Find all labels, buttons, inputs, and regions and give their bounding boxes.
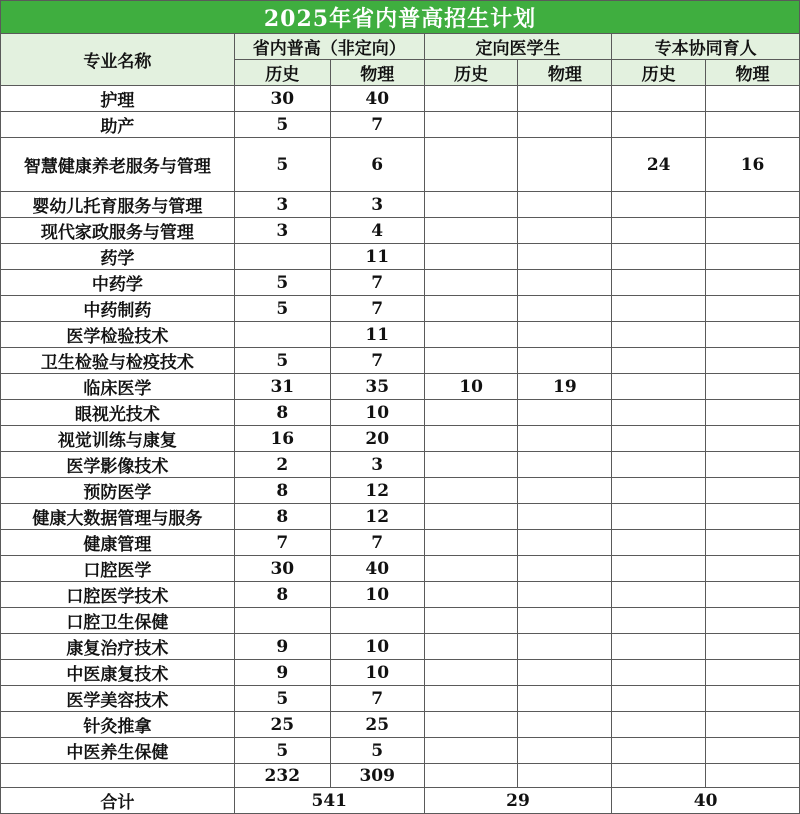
quota-cell	[612, 192, 706, 218]
quota-cell	[518, 660, 612, 686]
table-row	[1, 400, 800, 426]
quota-cell	[518, 504, 612, 530]
quota-cell: 30	[234, 86, 330, 112]
quota-cell: 4	[330, 218, 424, 244]
quota-cell	[424, 608, 518, 634]
quota-cell	[706, 660, 800, 686]
header-sub-physics: 物理	[518, 60, 612, 86]
quota-cell	[518, 348, 612, 374]
table-row	[1, 738, 800, 764]
table-row	[1, 348, 800, 374]
quota-cell	[612, 556, 706, 582]
quota-cell: 35	[330, 374, 424, 400]
quota-cell	[612, 86, 706, 112]
subtotal-cell	[706, 764, 800, 788]
quota-cell	[518, 426, 612, 452]
quota-cell	[518, 112, 612, 138]
quota-cell	[424, 686, 518, 712]
major-name-cell: 医学影像技术	[1, 452, 235, 478]
quota-cell	[612, 530, 706, 556]
major-name-cell: 药学	[1, 244, 235, 270]
quota-cell: 2	[234, 452, 330, 478]
quota-cell: 7	[330, 686, 424, 712]
table-row	[1, 686, 800, 712]
quota-cell	[612, 400, 706, 426]
quota-cell	[518, 738, 612, 764]
quota-cell	[234, 322, 330, 348]
quota-cell	[518, 582, 612, 608]
table-row	[1, 712, 800, 738]
quota-cell	[424, 452, 518, 478]
quota-cell: 9	[234, 634, 330, 660]
major-name-cell: 临床医学	[1, 374, 235, 400]
quota-cell: 10	[330, 400, 424, 426]
quota-cell	[612, 112, 706, 138]
major-name-cell: 中药学	[1, 270, 235, 296]
quota-cell	[706, 270, 800, 296]
header-group-provincial: 省内普高（非定向）	[234, 34, 424, 60]
subtotal-label-cell	[1, 764, 235, 788]
table-title: 2025年省内普高招生计划	[1, 1, 800, 34]
major-name-cell: 眼视光技术	[1, 400, 235, 426]
quota-cell	[612, 608, 706, 634]
quota-cell	[234, 244, 330, 270]
quota-cell: 10	[330, 660, 424, 686]
quota-cell	[612, 478, 706, 504]
quota-cell	[424, 712, 518, 738]
quota-cell: 19	[518, 374, 612, 400]
quota-cell	[612, 504, 706, 530]
quota-cell: 24	[612, 138, 706, 192]
quota-cell	[706, 634, 800, 660]
major-name-cell: 口腔卫生保健	[1, 608, 235, 634]
quota-cell	[424, 86, 518, 112]
quota-cell: 11	[330, 322, 424, 348]
quota-cell	[612, 634, 706, 660]
major-name-cell: 口腔医学	[1, 556, 235, 582]
major-name-cell: 健康大数据管理与服务	[1, 504, 235, 530]
quota-cell: 5	[234, 112, 330, 138]
quota-cell	[612, 452, 706, 478]
quota-cell: 7	[330, 112, 424, 138]
quota-cell	[612, 426, 706, 452]
quota-cell	[424, 530, 518, 556]
quota-cell: 6	[330, 138, 424, 192]
quota-cell	[424, 400, 518, 426]
major-name-cell: 医学检验技术	[1, 322, 235, 348]
table-row	[1, 504, 800, 530]
quota-cell	[518, 138, 612, 192]
major-name-cell: 健康管理	[1, 530, 235, 556]
quota-cell	[706, 504, 800, 530]
table-row	[1, 478, 800, 504]
quota-cell	[424, 634, 518, 660]
quota-cell	[612, 582, 706, 608]
quota-cell	[612, 712, 706, 738]
header-sub-physics: 物理	[706, 60, 800, 86]
quota-cell	[706, 608, 800, 634]
subtotal-cell: 309	[330, 764, 424, 788]
quota-cell	[706, 348, 800, 374]
major-name-cell: 预防医学	[1, 478, 235, 504]
major-name-cell: 视觉训练与康复	[1, 426, 235, 452]
quota-cell: 3	[330, 452, 424, 478]
quota-cell	[424, 244, 518, 270]
quota-cell: 8	[234, 400, 330, 426]
major-name-cell: 智慧健康养老服务与管理	[1, 138, 235, 192]
quota-cell: 5	[234, 738, 330, 764]
quota-cell	[424, 348, 518, 374]
quota-cell	[518, 270, 612, 296]
major-name-cell: 护理	[1, 86, 235, 112]
quota-cell: 5	[234, 138, 330, 192]
quota-cell	[424, 582, 518, 608]
major-name-cell: 康复治疗技术	[1, 634, 235, 660]
table-row	[1, 530, 800, 556]
quota-cell: 25	[330, 712, 424, 738]
quota-cell	[612, 218, 706, 244]
table-row	[1, 270, 800, 296]
quota-cell: 10	[330, 634, 424, 660]
quota-cell	[518, 400, 612, 426]
table-row	[1, 608, 800, 634]
quota-cell: 7	[330, 530, 424, 556]
quota-cell: 16	[234, 426, 330, 452]
table-row	[1, 582, 800, 608]
quota-cell	[706, 582, 800, 608]
quota-cell	[424, 738, 518, 764]
major-name-cell: 针灸推拿	[1, 712, 235, 738]
quota-cell: 7	[330, 296, 424, 322]
table-row	[1, 322, 800, 348]
quota-cell	[706, 426, 800, 452]
subtotal-row	[1, 764, 800, 788]
major-name-cell: 中药制药	[1, 296, 235, 322]
total-cell: 40	[612, 788, 800, 814]
major-name-cell: 中医养生保健	[1, 738, 235, 764]
quota-cell	[706, 112, 800, 138]
table-row	[1, 192, 800, 218]
quota-cell: 12	[330, 504, 424, 530]
quota-cell	[706, 322, 800, 348]
quota-cell	[706, 374, 800, 400]
table-row	[1, 86, 800, 112]
quota-cell: 9	[234, 660, 330, 686]
quota-cell	[518, 556, 612, 582]
quota-cell: 7	[330, 348, 424, 374]
major-name-cell: 医学美容技术	[1, 686, 235, 712]
quota-cell	[706, 296, 800, 322]
quota-cell: 10	[330, 582, 424, 608]
quota-cell: 8	[234, 582, 330, 608]
quota-cell	[424, 270, 518, 296]
table-row	[1, 138, 800, 192]
quota-cell: 3	[234, 218, 330, 244]
header-sub-physics: 物理	[330, 60, 424, 86]
quota-cell	[706, 400, 800, 426]
quota-cell	[706, 530, 800, 556]
major-name-cell: 助产	[1, 112, 235, 138]
major-name-cell: 卫生检验与检疫技术	[1, 348, 235, 374]
table-row	[1, 634, 800, 660]
quota-cell	[612, 660, 706, 686]
subtotal-cell	[612, 764, 706, 788]
quota-cell	[706, 738, 800, 764]
header-sub-history: 历史	[424, 60, 518, 86]
total-label-cell: 合计	[1, 788, 235, 814]
quota-cell	[612, 686, 706, 712]
quota-cell: 7	[330, 270, 424, 296]
header-group-oriented-medical: 定向医学生	[424, 34, 612, 60]
quota-cell	[706, 192, 800, 218]
quota-cell	[706, 686, 800, 712]
quota-cell: 10	[424, 374, 518, 400]
quota-cell	[518, 86, 612, 112]
quota-cell: 40	[330, 86, 424, 112]
quota-cell	[518, 192, 612, 218]
quota-cell	[424, 556, 518, 582]
quota-cell: 5	[330, 738, 424, 764]
quota-cell	[424, 218, 518, 244]
major-name-cell: 现代家政服务与管理	[1, 218, 235, 244]
major-name-cell: 中医康复技术	[1, 660, 235, 686]
quota-cell	[612, 322, 706, 348]
subtotal-cell	[518, 764, 612, 788]
total-row	[1, 788, 800, 814]
major-name-cell: 婴幼儿托育服务与管理	[1, 192, 235, 218]
total-cell: 29	[424, 788, 612, 814]
quota-cell: 16	[706, 138, 800, 192]
quota-cell	[706, 556, 800, 582]
quota-cell	[612, 348, 706, 374]
quota-cell: 5	[234, 348, 330, 374]
quota-cell	[518, 218, 612, 244]
quota-cell	[518, 634, 612, 660]
quota-cell: 5	[234, 270, 330, 296]
table-row	[1, 374, 800, 400]
quota-cell: 40	[330, 556, 424, 582]
major-name-cell: 口腔医学技术	[1, 582, 235, 608]
quota-cell	[424, 192, 518, 218]
quota-cell	[234, 608, 330, 634]
quota-cell	[518, 478, 612, 504]
quota-cell	[518, 452, 612, 478]
quota-cell: 7	[234, 530, 330, 556]
quota-cell: 5	[234, 296, 330, 322]
quota-cell	[424, 322, 518, 348]
table-row	[1, 452, 800, 478]
quota-cell	[424, 504, 518, 530]
quota-cell: 8	[234, 504, 330, 530]
quota-cell	[612, 296, 706, 322]
quota-cell: 20	[330, 426, 424, 452]
table-row	[1, 218, 800, 244]
subtotal-cell: 232	[234, 764, 330, 788]
subtotal-cell	[424, 764, 518, 788]
quota-cell	[612, 738, 706, 764]
quota-cell	[706, 244, 800, 270]
quota-cell: 12	[330, 478, 424, 504]
quota-cell	[330, 608, 424, 634]
quota-cell	[518, 608, 612, 634]
table-row	[1, 556, 800, 582]
quota-cell: 31	[234, 374, 330, 400]
quota-cell: 3	[330, 192, 424, 218]
quota-cell	[518, 322, 612, 348]
total-cell: 541	[234, 788, 424, 814]
quota-cell: 25	[234, 712, 330, 738]
quota-cell	[612, 270, 706, 296]
table-row	[1, 660, 800, 686]
header-sub-history: 历史	[612, 60, 706, 86]
quota-cell	[706, 712, 800, 738]
quota-cell	[518, 244, 612, 270]
quota-cell: 8	[234, 478, 330, 504]
quota-cell: 3	[234, 192, 330, 218]
header-group-collaborative: 专本协同育人	[612, 34, 800, 60]
quota-cell	[424, 112, 518, 138]
quota-cell	[424, 660, 518, 686]
quota-cell	[518, 686, 612, 712]
quota-cell	[424, 478, 518, 504]
quota-cell	[518, 712, 612, 738]
quota-cell	[706, 452, 800, 478]
quota-cell	[612, 374, 706, 400]
table-row	[1, 426, 800, 452]
table-row	[1, 112, 800, 138]
quota-cell	[424, 296, 518, 322]
quota-cell	[518, 296, 612, 322]
table-row	[1, 296, 800, 322]
quota-cell	[706, 478, 800, 504]
table-row	[1, 244, 800, 270]
quota-cell	[424, 138, 518, 192]
header-sub-history: 历史	[234, 60, 330, 86]
quota-cell: 11	[330, 244, 424, 270]
quota-cell	[706, 86, 800, 112]
header-major-name: 专业名称	[1, 34, 235, 86]
quota-cell	[706, 218, 800, 244]
quota-cell: 30	[234, 556, 330, 582]
quota-cell	[424, 426, 518, 452]
quota-cell: 5	[234, 686, 330, 712]
quota-cell	[518, 530, 612, 556]
quota-cell	[612, 244, 706, 270]
